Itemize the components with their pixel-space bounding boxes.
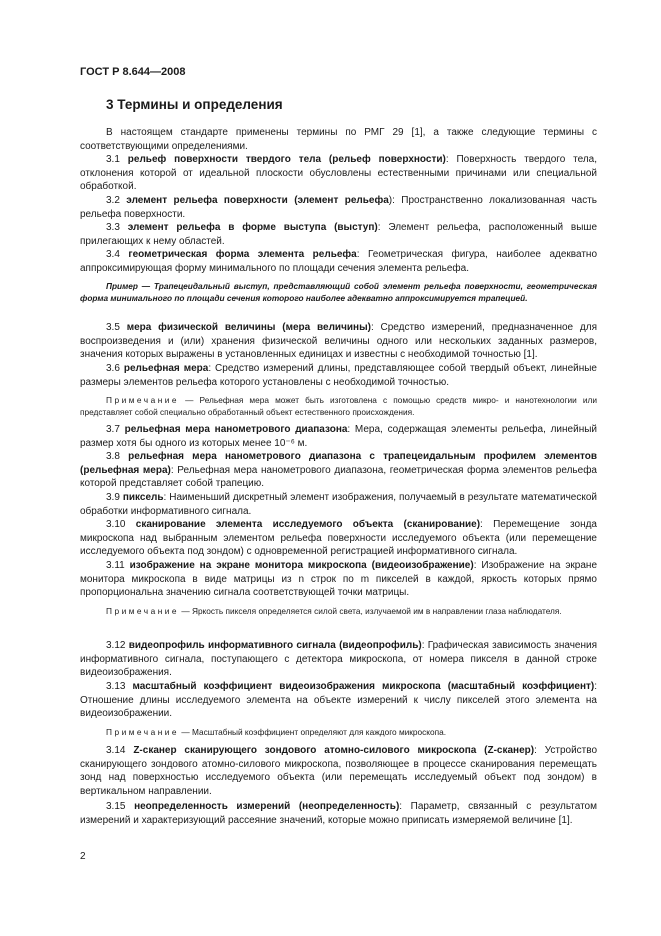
document-header: ГОСТ Р 8.644—2008 bbox=[80, 66, 186, 78]
term-3-15: 3.15 неопределенность измерений (неопределенность): Параметр, связанный с результатом измерений и характеризующий рассеяние значений, которые можно приписать измеряемой величине [1]. bbox=[80, 801, 597, 826]
term-3-10: 3.10 сканирование элемента исследуемого объекта (сканирование): Перемещение зонда микроскопа над выбранным элементом рельефа поверхности исследуемого объекта (или перемещение исследуемого объекта под зондом) с одновременной регистрацией информативного сигнала. bbox=[80, 519, 597, 557]
term-3-7: 3.7 рельефная мера нанометрового диапазона: Мера, содержащая элементы рельефа, линейный размер хотя бы одного из которых менее 10⁻⁶ м. bbox=[80, 424, 597, 449]
term-3-2: 3.2 элемент рельефа поверхности (элемент рельефа): Пространственно локализованная часть рельефа поверхности. bbox=[80, 195, 597, 220]
term-3-5: 3.5 мера физической величины (мера величины): Средство измерений, предназначенное для воспроизведения и (или) хранения физической величины одного или нескольких заданных размеров, значения которых выражены в установленных единицах и известны с необходимой точностью [1]. bbox=[80, 322, 597, 360]
term-3-14: 3.14 Z-сканер сканирующего зондового атомно-силового микроскопа (Z-сканер): Устройство сканирующего зондового атомно-силового микроскопа, позволяющее в процессе сканирования перемещать зонд над поверхностью исследуемого объекта (или перемещать исследуемый объект под зондом) в вертикальном направлении. bbox=[80, 745, 598, 797]
term-3-8: 3.8 рельефная мера нанометрового диапазона с трапецеидальным профилем элементов (рельефная мера): Рельефная мера нанометрового диапазона, геометрическая форма элементов рельефа которой представляет собой трапецию. bbox=[80, 451, 598, 489]
term-3-4: 3.4 геометрическая форма элемента рельефа: Геометрическая фигура, наиболее адекватно аппроксимирующая форму минимального по площади сечения элемента рельефа. bbox=[80, 249, 598, 274]
section-title: 3 Термины и определения bbox=[106, 97, 283, 112]
term-3-3: 3.3 элемент рельефа в форме выступа (выступ): Элемент рельефа, расположенный выше прилегающих к нему областей. bbox=[80, 222, 598, 247]
term-3-6: 3.6 рельефная мера: Средство измерений длины, представляющее собой твердый объект, линейные размеры элементов рельефа которого установлены с необходимой точностью. bbox=[80, 363, 597, 388]
note-1: Примечание — Рельефная мера может быть изготовлена с помощью средств микро- и нанотехнологии или представляет собой специально обработанный объект естественного происхождения. bbox=[80, 395, 597, 417]
intro-paragraph: В настоящем стандарте применены термины по РМГ 29 [1], а также следующие термины с соответствующими определениями. bbox=[80, 127, 597, 152]
page-number: 2 bbox=[80, 851, 86, 862]
note-2: Примечание — Яркость пикселя определяется силой света, излучаемой им в направлении глаза наблюдателя. bbox=[106, 606, 562, 616]
example-note: Пример — Трапецеидальный выступ, представляющий собой элемент рельефа поверхности, геометрическая форма минимального по площади сечения которого наиболее адекватно аппроксимируется трапецией. bbox=[80, 281, 597, 303]
term-3-12: 3.12 видеопрофиль информативного сигнала (видеопрофиль): Графическая зависимость значения информативного сигнала, поступающего с детектора микроскопа, от номера пикселя в данной строке видеоизображения. bbox=[80, 640, 597, 678]
term-3-1: 3.1 рельеф поверхности твердого тела (рельеф поверхности): Поверхность твердого тела, отклонения которой от идеальной плоскости обусловлены естественными причинами или специальной обработкой. bbox=[80, 154, 597, 192]
term-3-9: 3.9 пиксель: Наименьший дискретный элемент изображения, получаемый в результате математической обработки информативного сигнала. bbox=[80, 492, 597, 517]
term-3-13: 3.13 масштабный коэффициент видеоизображения микроскопа (масштабный коэффициент): Отношение длины исследуемого элемента на объекте измерений к числу пикселей этого элемента на видеоизображении. bbox=[80, 681, 598, 719]
note-3: Примечание — Масштабный коэффициент определяют для каждого микроскопа. bbox=[106, 727, 447, 737]
term-3-11: 3.11 изображение на экране монитора микроскопа (видеоизображение): Изображение на экране монитора микроскопа в виде матрицы из n строк по m пикселей в каждой, яркость которых прямо пропорциональна значению сигнала соответствующей точки матрицы. bbox=[80, 560, 597, 598]
